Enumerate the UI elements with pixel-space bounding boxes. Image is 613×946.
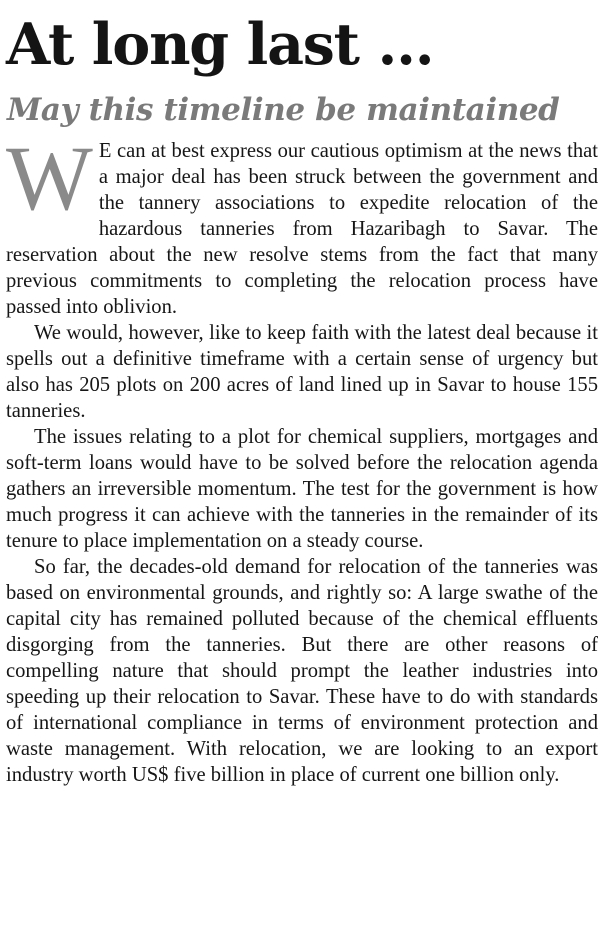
paragraph-2: We would, however, like to keep faith with the latest deal because it spells out a definitive timeframe with a certain sense of urgency but also has 205 plots on 200 acres of land lined up in Savar to house 155 tanneries. <box>6 322 598 422</box>
drop-cap: W <box>6 127 93 229</box>
paragraph-4: So far, the decades-old demand for relocation of the tanneries was based on environmental grounds, and rightly so: A large swathe of the capital city has remained polluted because of the chemical effluents disgorging from the tanneries. But there are other reasons of compelling nature that should prompt the leather industries into speeding up their relocation to Savar. These have to do with standards of international compliance in terms of environment protection and waste management. With relocation, we are looking to an export industry worth US$ five billion in place of current one billion only. <box>6 556 598 786</box>
paragraph-1 <box>6 127 598 320</box>
subheadline: May this timeline be maintained <box>7 92 560 128</box>
editorial-article <box>6 8 598 788</box>
headline: At long last ... <box>6 11 434 78</box>
article-body <box>6 127 598 788</box>
paragraph-1-text: E can at best express our cautious optimism at the news that a major deal has been struck between the government and the tannery associations to expedite relocation of the hazardous tanneries from Hazaribagh to Savar. The reservation about the new resolve stems from the fact that many previous commitments to completing the relocation process have passed into oblivion. <box>6 140 598 318</box>
paragraph-3: The issues relating to a plot for chemical suppliers, mortgages and soft-term loans would have to be solved before the relocation agenda gathers an irreversible momentum. The test for the government is how much progress it can achieve with the tanneries in the remainder of its tenure to place implementation on a steady course. <box>6 426 598 552</box>
